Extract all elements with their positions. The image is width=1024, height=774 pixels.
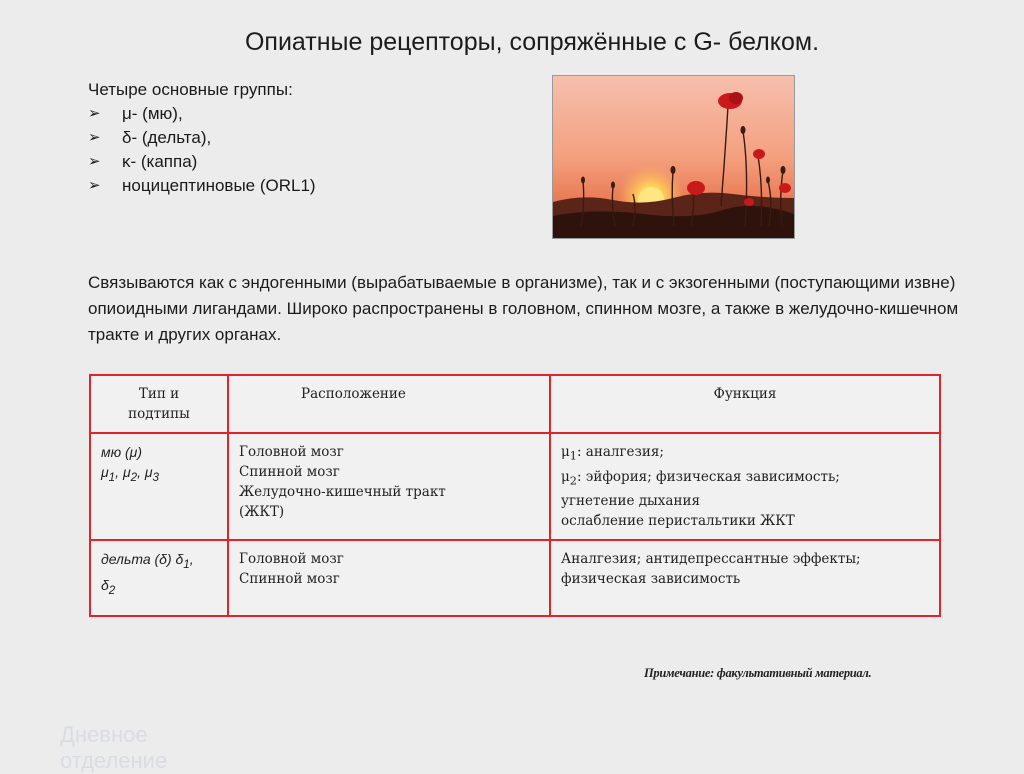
arrow-bullet-icon: ➢: [88, 129, 101, 146]
watermark: Дневное отделение: [60, 722, 168, 773]
receptor-groups: [88, 78, 316, 198]
header-function: Функция: [550, 375, 940, 433]
group-orl1: ➢ ноцицептиновые (ORL1): [88, 174, 316, 198]
groups-heading: Четыре основные группы:: [88, 80, 293, 99]
arrow-bullet-icon: ➢: [88, 105, 101, 122]
cell-function-mu: $\mu_1$: аналгезия; $\mu_2$: эйфория; физическая зависимость; угнетение дыхания ослабление перистальтики ЖКТ: [550, 433, 940, 540]
group-delta: ➢ δ- (дельта),: [88, 126, 316, 150]
group-mu: ➢ μ- (мю),: [88, 102, 316, 126]
arrow-bullet-icon: ➢: [88, 153, 101, 170]
cell-function-delta: Аналгезия; антидепрессантные эффекты; физическая зависимость: [550, 540, 940, 616]
arrow-bullet-icon: ➢: [88, 177, 101, 194]
cell-type-delta: дельта (δ) $\delta_1$, $\delta_2$: [90, 540, 228, 616]
poppy-sunset-image: [552, 75, 795, 239]
header-type: Тип и подтипы: [90, 375, 228, 433]
mu-subtypes: $\mu_1$, $\mu_2$, $\mu_3$: [101, 464, 160, 484]
slide-title: Опиатные рецепторы, сопряжённые с G- белком.: [244, 28, 820, 56]
table-row-mu: [90, 433, 940, 540]
cell-location-mu: Головной мозг Спинной мозг Желудочно-кишечный тракт (ЖКТ): [228, 433, 550, 540]
receptor-table: [89, 374, 941, 617]
table-header-row: [90, 375, 940, 433]
description-paragraph: Связываются как с эндогенными (вырабатываемые в организме), так и с экзогенными (поступающими извне) опиоидными лигандами. Широко распространены в головном, спинном мозге, а также в желудочно-кишечном тракте и других органах.: [88, 273, 959, 344]
cell-location-delta: Головной мозг Спинной мозг: [228, 540, 550, 616]
poppy-field-illustration: [553, 76, 794, 238]
footnote: Примечание: факультативный материал.: [644, 666, 872, 680]
table-row-delta: [90, 540, 940, 616]
groups-list: [88, 102, 316, 198]
cell-type-mu: мю (μ) $\mu_1$, $\mu_2$, $\mu_3$: [90, 433, 228, 540]
header-location: Расположение: [228, 375, 550, 433]
group-kappa: ➢ κ- (каппа): [88, 150, 316, 174]
